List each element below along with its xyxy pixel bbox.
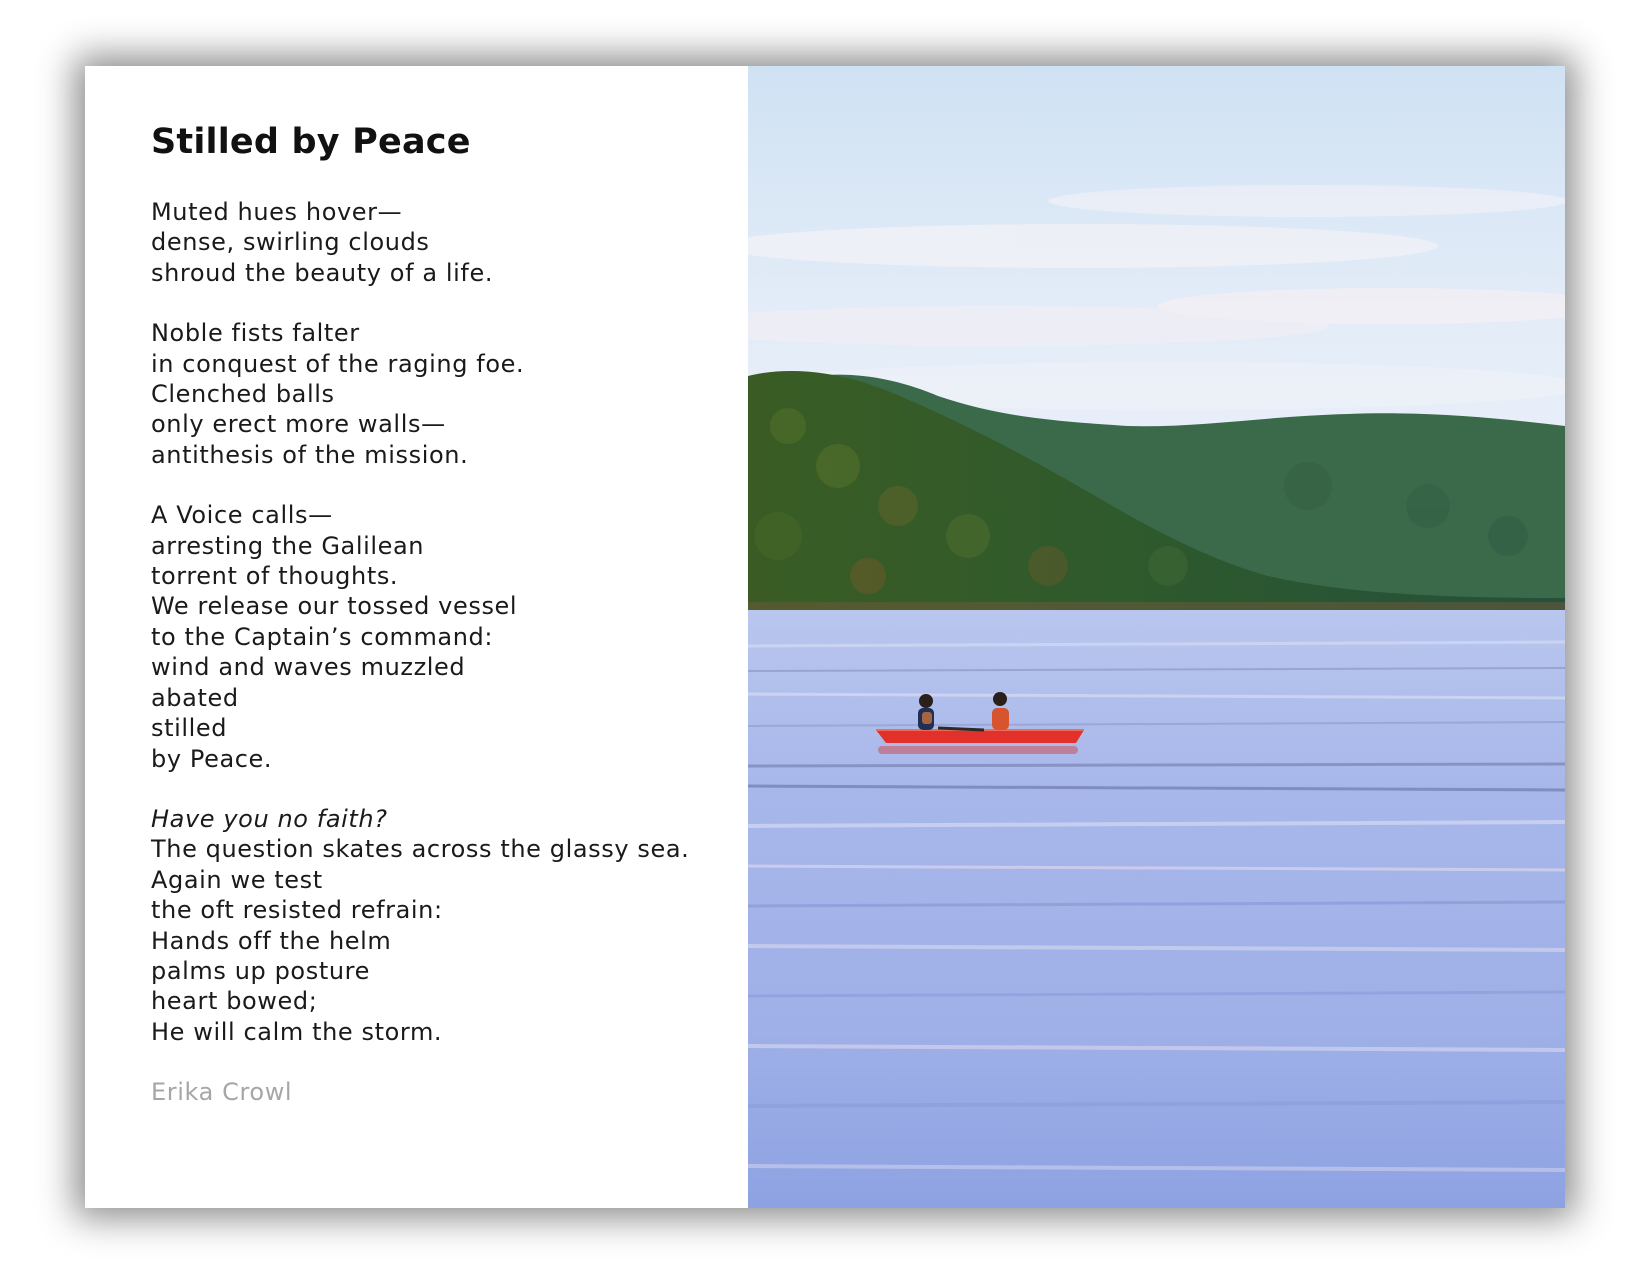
poem-body bbox=[151, 197, 741, 1077]
poem-line: A Voice calls— bbox=[151, 501, 333, 530]
paddler-one bbox=[918, 694, 934, 730]
lake-kayak-illustration bbox=[748, 66, 1565, 1208]
lake-water bbox=[748, 610, 1565, 1208]
poem-line: shroud the beauty of a life. bbox=[151, 258, 494, 287]
poem-line: Noble fists falter bbox=[151, 319, 360, 348]
poem-stanza-1 bbox=[151, 197, 741, 288]
poem-line: the oft resisted refrain: bbox=[151, 896, 443, 925]
poem-line: heart bowed; bbox=[151, 987, 318, 1016]
poem-line: abated bbox=[151, 683, 239, 712]
poem-line: Hands off the helm bbox=[151, 926, 392, 955]
poem-stanza-2 bbox=[151, 318, 741, 470]
lake-kayak-photo bbox=[748, 66, 1565, 1208]
poem-line: by Peace. bbox=[151, 744, 273, 773]
poem-line: Clenched balls bbox=[151, 380, 335, 409]
poem-stanza-3 bbox=[151, 500, 741, 774]
paddler-two bbox=[992, 692, 1009, 730]
poem-card bbox=[85, 66, 1565, 1208]
poem-line: He will calm the storm. bbox=[151, 1017, 443, 1046]
poem-stanza-4 bbox=[151, 804, 741, 1047]
poem-line: palms up posture bbox=[151, 956, 370, 985]
poem-line: to the Captain’s command: bbox=[151, 622, 494, 651]
poem-author: Erika Crowl bbox=[151, 1078, 293, 1106]
poem-line: We release our tossed vessel bbox=[151, 592, 518, 621]
poem-line: arresting the Galilean bbox=[151, 531, 425, 560]
poem-line: torrent of thoughts. bbox=[151, 562, 399, 591]
poem-line: Again we test bbox=[151, 865, 323, 894]
poem-line-question: Have you no faith? bbox=[151, 804, 388, 833]
poem-line: only erect more walls— bbox=[151, 410, 446, 439]
poem-line: in conquest of the raging foe. bbox=[151, 349, 525, 378]
poem-line: The question skates across the glassy sea. bbox=[151, 835, 690, 864]
poem-line: antithesis of the mission. bbox=[151, 440, 469, 469]
poem-line: dense, swirling clouds bbox=[151, 228, 430, 257]
poem-title: Stilled by Peace bbox=[151, 122, 471, 162]
poem-line: stilled bbox=[151, 714, 228, 743]
shoreline bbox=[748, 602, 1565, 610]
poem-line: wind and waves muzzled bbox=[151, 653, 466, 682]
poem-text-panel bbox=[85, 66, 748, 1208]
poem-line: Muted hues hover— bbox=[151, 198, 403, 226]
